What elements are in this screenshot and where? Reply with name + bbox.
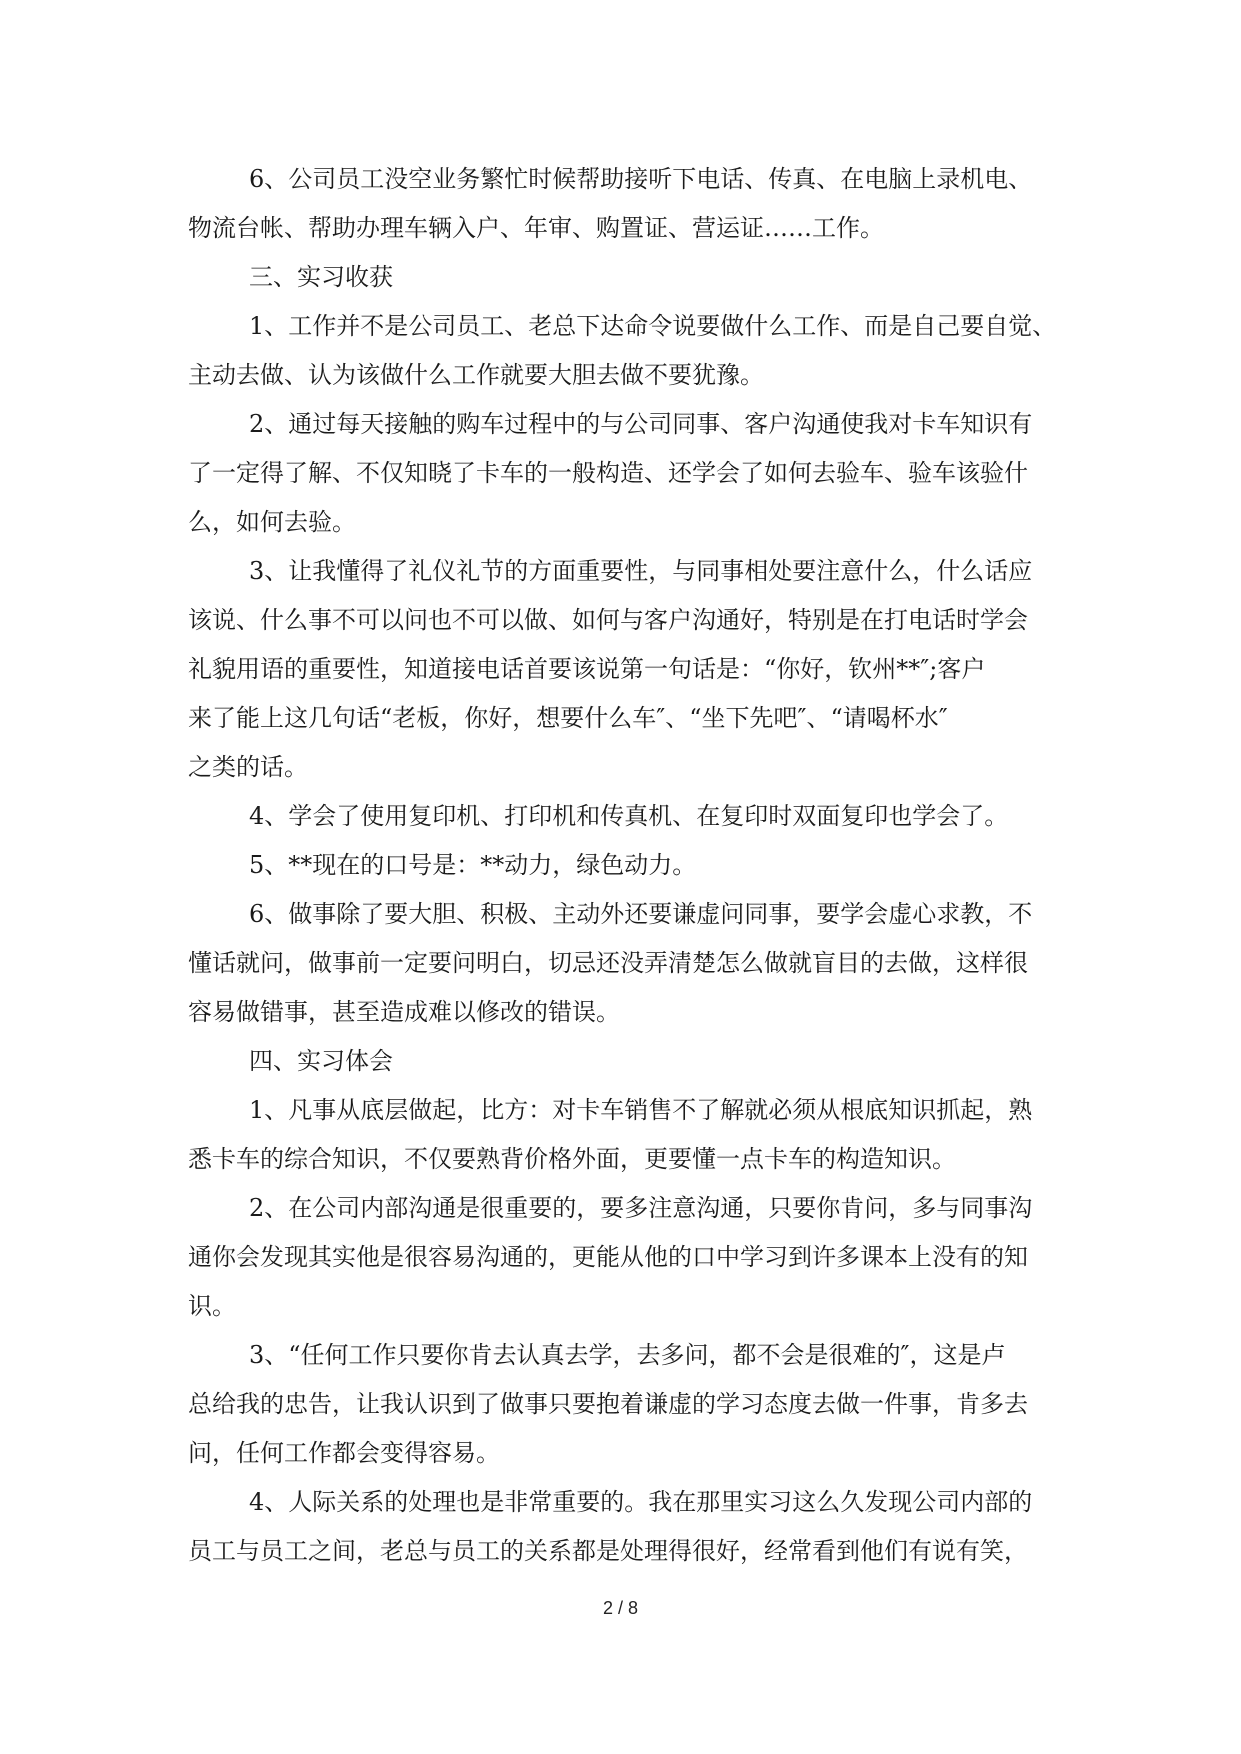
section-heading: 三、实习收获	[249, 263, 393, 291]
paragraph-line: 员工与员工之间，老总与员工的关系都是处理得很好，经常看到他们有说有笑，	[188, 1537, 1028, 1565]
paragraph-line: 么，如何去验。	[188, 508, 356, 536]
paragraph-line: 4、人际关系的处理也是非常重要的。我在那里实习这么久发现公司内部的	[249, 1488, 1033, 1516]
paragraph-line: 通你会发现其实他是很容易沟通的，更能从他的口中学习到许多课本上没有的知	[188, 1243, 1028, 1271]
paragraph-line: 2、通过每天接触的购车过程中的与公司同事、客户沟通使我对卡车知识有	[249, 410, 1033, 438]
paragraph-line: 3、“任何工作只要你肯去认真去学，去多问，都不会是很难的″，这是卢	[249, 1341, 1006, 1369]
paragraph-line: 主动去做、认为该做什么工作就要大胆去做不要犹豫。	[188, 361, 764, 389]
paragraph-line: 5、**现在的口号是：**动力，绿色动力。	[249, 851, 697, 879]
paragraph-line: 礼貌用语的重要性，知道接电话首要该说第一句话是：“你好，钦州**″;客户	[188, 655, 986, 683]
paragraph-line: 了一定得了解、不仅知晓了卡车的一般构造、还学会了如何去验车、验车该验什	[188, 459, 1028, 487]
section-heading: 四、实习体会	[249, 1047, 393, 1075]
paragraph-line: 物流台帐、帮助办理车辆入户、年审、购置证、营运证……工作。	[188, 214, 884, 242]
body-text	[188, 155, 1068, 1576]
paragraph-line: 6、做事除了要大胆、积极、主动外还要谦虚问同事，要学会虚心求教，不	[249, 900, 1033, 928]
paragraph-line: 之类的话。	[188, 753, 308, 781]
paragraph-line: 懂话就问，做事前一定要问明白，切忌还没弄清楚怎么做就盲目的去做，这样很	[188, 949, 1028, 977]
page-number: 2 / 8	[602, 1598, 639, 1618]
paragraph-line: 4、学会了使用复印机、打印机和传真机、在复印时双面复印也学会了。	[249, 802, 1009, 830]
paragraph-line: 3、让我懂得了礼仪礼节的方面重要性，与同事相处要注意什么，什么话应	[249, 557, 1033, 585]
paragraph-line: 1、工作并不是公司员工、老总下达命令说要做什么工作、而是自己要自觉、	[249, 312, 1057, 340]
paragraph-line: 总给我的忠告，让我认识到了做事只要抱着谦虚的学习态度去做一件事，肯多去	[188, 1390, 1028, 1418]
paragraph-line: 2、在公司内部沟通是很重要的，要多注意沟通，只要你肯问，多与同事沟	[249, 1194, 1033, 1222]
paragraph-line: 容易做错事，甚至造成难以修改的错误。	[188, 998, 620, 1026]
paragraph-line: 问，任何工作都会变得容易。	[188, 1439, 500, 1467]
paragraph-line: 1、凡事从底层做起，比方：对卡车销售不了解就必须从根底知识抓起，熟	[249, 1096, 1033, 1124]
paragraph-line: 该说、什么事不可以问也不可以做、如何与客户沟通好，特别是在打电话时学会	[188, 606, 1028, 634]
paragraph-line: 6、公司员工没空业务繁忙时候帮助接听下电话、传真、在电脑上录机电、	[249, 165, 1033, 193]
paragraph-line: 来了能上这几句话“老板，你好，想要什么车″、“坐下先吧″、“请喝杯水″	[188, 704, 948, 732]
paragraph-line: 悉卡车的综合知识，不仅要熟背价格外面，更要懂一点卡车的构造知识。	[188, 1145, 956, 1173]
paragraph-line: 识。	[188, 1292, 236, 1320]
